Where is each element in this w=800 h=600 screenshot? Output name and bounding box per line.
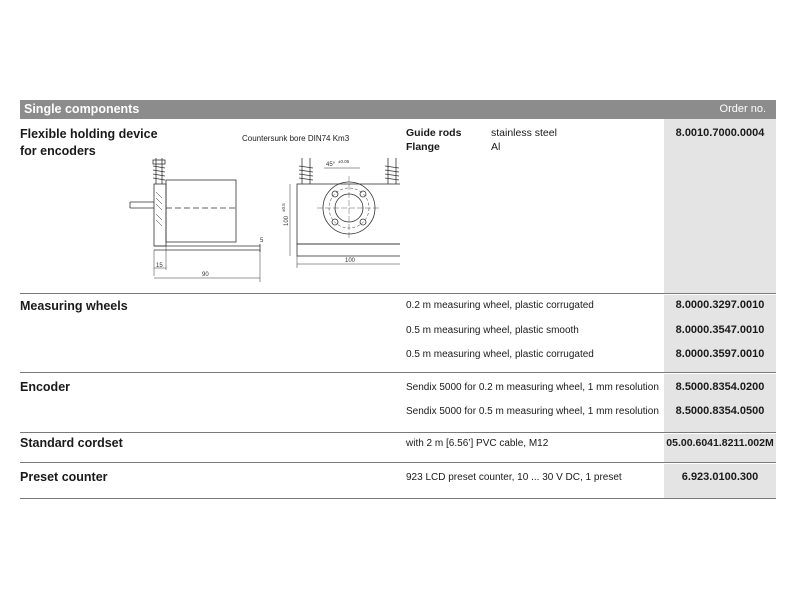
counter-desc: 923 LCD preset counter, 10 ... 30 V DC, 1 preset — [406, 472, 622, 483]
wheel-desc-1: 0.2 m measuring wheel, plastic corrugated — [406, 300, 594, 311]
holding-device-drawing — [120, 150, 400, 290]
section-title-holding-device: Flexible holding device for encoders — [20, 127, 158, 158]
section-divider — [20, 372, 776, 373]
wheel-order-no-2: 8.0000.3547.0010 — [675, 324, 765, 336]
section-divider — [20, 462, 776, 463]
order-column-bg — [664, 119, 776, 293]
table-bottom-rule — [20, 498, 776, 499]
dimension-angle: 45° — [326, 162, 336, 168]
shaft-side — [130, 202, 154, 208]
table-header — [20, 100, 776, 119]
dimension-5: 5 — [260, 238, 264, 244]
section-divider — [20, 432, 776, 433]
dimension-100-width: 100 — [345, 258, 356, 264]
spring-left — [153, 166, 165, 180]
order-no-header: Order no. — [719, 103, 766, 115]
flange-plate-front — [297, 184, 400, 244]
cordset-desc: with 2 m [6.56’] PVC cable, M12 — [406, 438, 549, 449]
section-title-cordset: Standard cordset — [20, 436, 123, 450]
encoder-order-no-1: 8.5000.8354.0200 — [675, 381, 765, 393]
order-no-holding-device: 8.0010.7000.0004 — [675, 127, 765, 139]
encoder-desc-2: Sendix 5000 for 0.5 m measuring wheel, 1 mm resolution — [406, 406, 659, 417]
header-title: Single components — [24, 102, 140, 116]
base-front — [297, 244, 400, 256]
section-title-preset-counter: Preset counter — [20, 470, 108, 484]
cordset-order-no: 05.00.6041.8211.002M — [666, 437, 774, 449]
wheel-desc-2: 0.5 m measuring wheel, plastic smooth — [406, 325, 579, 336]
section-divider — [20, 293, 776, 294]
counter-order-no: 6.923.0100.300 — [681, 471, 759, 483]
dimension-15: 15 — [156, 263, 163, 269]
section-title-measuring-wheels: Measuring wheels — [20, 299, 128, 313]
wheel-desc-3: 0.5 m measuring wheel, plastic corrugated — [406, 349, 594, 360]
dimension-90: 90 — [202, 272, 209, 278]
section-title-encoder: Encoder — [20, 380, 71, 394]
dimension-tolerance: ±0.5 — [281, 203, 286, 212]
encoder-body-side — [166, 180, 236, 242]
spec-label-guide-rods: Guide rods — [406, 127, 462, 139]
drawing-caption: Countersunk bore DIN74 Km3 — [242, 134, 350, 143]
flange-plate-side — [154, 184, 166, 246]
dimension-100-height: 100 — [284, 215, 290, 226]
wheel-order-no-1: 8.0000.3297.0010 — [675, 299, 765, 311]
spring-front-right — [385, 166, 399, 180]
encoder-desc-1: Sendix 5000 for 0.2 m measuring wheel, 1 mm resolution — [406, 382, 659, 393]
wheel-order-no-3: 8.0000.3597.0010 — [675, 348, 765, 360]
spec-value-guide-rods: stainless steel — [491, 127, 557, 139]
spring-front-left — [299, 166, 313, 180]
spec-value-flange: Al — [491, 141, 501, 153]
dimension-angle-tolerance: ±0.05 — [338, 159, 350, 164]
encoder-order-no-2: 8.5000.8354.0500 — [675, 405, 765, 417]
spec-label-flange: Flange — [406, 141, 440, 153]
